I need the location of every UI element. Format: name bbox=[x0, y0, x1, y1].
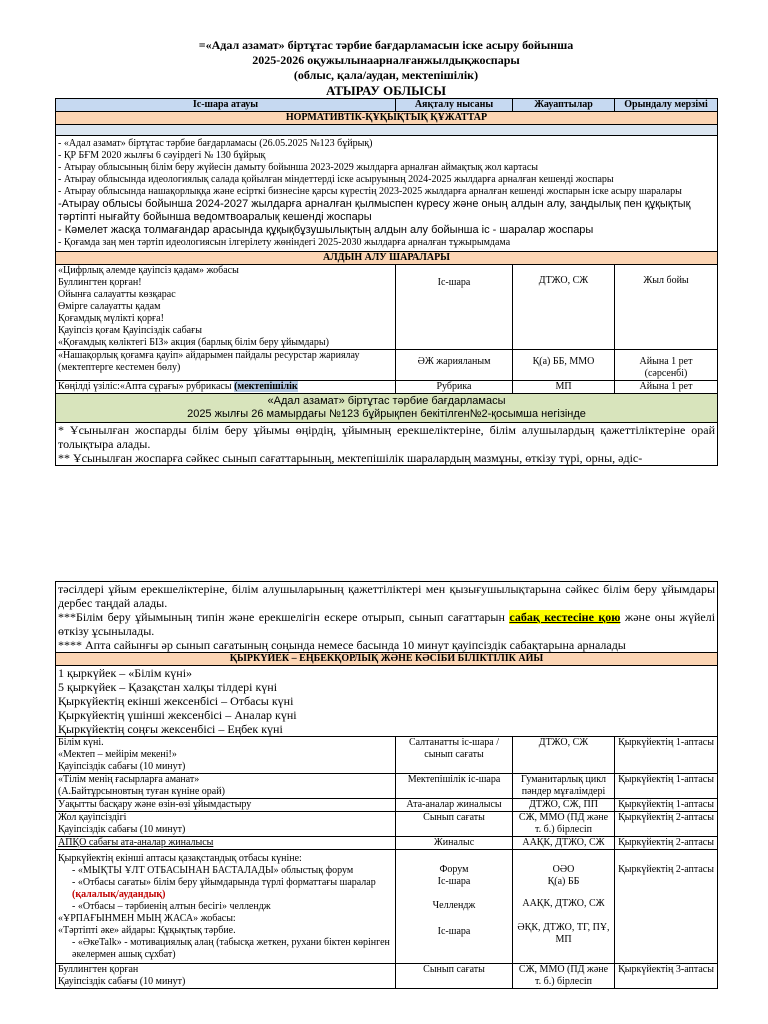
notes-block bbox=[56, 423, 718, 466]
prevention-item: «Нашақорлық қоғамға қауіп» айдарымен пайдалы ресурстар жариялау bbox=[58, 350, 360, 361]
table-row bbox=[56, 265, 718, 350]
event-title: Білім күні. bbox=[58, 737, 104, 748]
table-row bbox=[56, 799, 718, 812]
cell-form: Іс-шара bbox=[437, 876, 471, 887]
cell-responsible: ӘҚК, ДТЖО, ТГ, ПҰ, МП bbox=[517, 922, 610, 945]
prevention-item: Ойынға салауатты көзқарас bbox=[58, 289, 176, 300]
section-september: ҚЫРКҮЙЕК – ЕҢБЕКҚОРЛЫҚ ЖӘНЕ КӘСІБИ БІЛІКТІЛІК АЙЫ bbox=[56, 653, 718, 666]
event-title: Қыркүйектің екінші аптасы қазақстандық отбасы күніне: bbox=[58, 853, 302, 864]
highlighted-text: сабақ кестесіне қою bbox=[509, 610, 621, 624]
cell-form: Сынып сағаты bbox=[396, 964, 513, 989]
cell-term: Қыркүйектің 1-аптасы bbox=[615, 799, 718, 812]
prevention-item: Өмірге салауатты қадам bbox=[58, 301, 161, 312]
cell-term: Айына 1 рет bbox=[615, 381, 718, 394]
table-row bbox=[56, 774, 718, 799]
note-2: ** Ұсынылған жоспарға сәйкес сынып сағаттарының, мектепішілік шаралардың мазмұны, өткізу түрі, орны, әдіс- bbox=[58, 451, 643, 465]
event-title: «Мектеп – мейірім мекені!» bbox=[58, 749, 177, 760]
prevention-item: Қоғамдық мүлікті қорға! bbox=[58, 313, 164, 324]
note-1: * Ұсынылған жоспарды білім беру ұйымы өңірдің, ұйымның ерекшеліктеріне, білім алушылардың қажеттіліктеріне орай толықтыра алады. bbox=[58, 423, 715, 451]
doc-title-line2: 2025-2026 оқужылынаарналғанжылдықжоспары bbox=[252, 53, 520, 67]
list-item: - «МЫҚТЫ ҰЛТ ОТБАСЫНАН БАСТАЛАДЫ» облыстық форум bbox=[72, 865, 354, 876]
holiday-item: Қыркүйектің үшінші жексенбісі – Аналар күні bbox=[58, 708, 297, 722]
list-item-text: «МЫҚТЫ ҰЛТ ОТБАСЫНАН БАСТАЛАДЫ» облыстық форум bbox=[77, 865, 354, 876]
table-row bbox=[56, 837, 718, 850]
normative-item: - Атырау облысында идеологиялық салада қойылған міндеттерді іске асыруының 2024-2025 жылдарға арналған кешенді жоспары bbox=[58, 174, 614, 185]
cell-term: Қыркүйектің 1-аптасы bbox=[615, 774, 718, 799]
cell-responsible: ДТЖО, СЖ, ПП bbox=[513, 799, 615, 812]
document-page-1 bbox=[55, 38, 717, 466]
cell-term: Жыл бойы bbox=[615, 265, 718, 350]
prevention-item: «Қоғамдық көліктегі БІЗ» акция (барлық білім беру ұйымдары) bbox=[58, 337, 329, 348]
note-4: **** Апта сайынғы әр сынып сағатының соңында немесе басында 10 минут қауіпсіздік сабақтарына арналады bbox=[58, 638, 626, 652]
highlighted-red-text: (қалалық/аудандық) bbox=[72, 889, 166, 900]
cell-form: ӘЖ жарияланым bbox=[396, 350, 513, 381]
normative-item: - Атырау облысының білім беру жүйесін дамыту бойынша 2023-2029 жылдарға арналған аймақтық жол картасы bbox=[58, 162, 539, 173]
cell-term: Қыркүйектің 2-аптасы bbox=[615, 812, 718, 837]
normative-item: - ҚР БҒМ 2020 жылғы 6 сәуірдегі № 130 бұйрық bbox=[58, 150, 266, 161]
holiday-item: Қыркүйектің соңғы жексенбісі – Еңбек күні bbox=[58, 722, 283, 736]
col-header-responsible: Жауаптылар bbox=[513, 99, 615, 112]
cell-responsible: Қ(а) ББ bbox=[547, 876, 580, 887]
program-banner-line1: «Адал азамат» біртұтас тәрбие бағдарламасы bbox=[267, 395, 506, 407]
highlighted-text: (мектепішілік bbox=[234, 381, 298, 392]
cell-term: Қыркүйектің 2-аптасы bbox=[615, 850, 718, 964]
cell-responsible: СЖ, ММО (ПД және т. б.) бірлесіп bbox=[513, 812, 615, 837]
cell-responsible: ДТЖО, СЖ bbox=[513, 265, 615, 350]
event-title: «ҰРПАҒЫНМЕН МЫҢ ЖАСА» жобасы: bbox=[58, 913, 236, 924]
cell-responsible: Гуманитарлық цикл пәндер мұғалімдері bbox=[513, 774, 615, 799]
cell-term: Қыркүйектің 3-аптасы bbox=[615, 964, 718, 989]
event-title: Қауіпсіздік сабағы (10 минут) bbox=[58, 824, 186, 835]
list-item: - «Отбасы сағаты» білім беру ұйымдарында түрлі форматтағы шаралар (қалалық/аудандық) bbox=[72, 877, 376, 900]
table-row bbox=[56, 737, 718, 774]
cell-responsible: ДТЖО, СЖ bbox=[513, 737, 615, 774]
note-3 bbox=[58, 610, 715, 638]
cell-form: Мектепішілік іс-шара bbox=[396, 774, 513, 799]
cell-form: Рубрика bbox=[396, 381, 513, 394]
note-2-continued: тәсілдері ұйым ерекшеліктеріне, білім алушыларының қажеттіліктері мен қызығушылықтарына сәйкес білім беру ұйымдары дербес таңдай алады. bbox=[58, 582, 716, 610]
program-banner bbox=[56, 394, 718, 423]
notes-block-continued bbox=[56, 582, 718, 653]
col-header-form: Аяқталу нысаны bbox=[396, 99, 513, 112]
doc-title-line1: =«Адал азамат» біртұтас тәрбие бағдарламасын іске асыру бойынша bbox=[198, 38, 574, 52]
table-row bbox=[56, 350, 718, 381]
cell-responsible: ААҚК, ДТЖО, СЖ bbox=[513, 837, 615, 850]
event-title: Жол қауіпсіздігі bbox=[58, 812, 127, 823]
event-title: Қауіпсіздік сабағы (10 минут) bbox=[58, 761, 186, 772]
normative-list bbox=[56, 136, 718, 252]
table-row bbox=[56, 964, 718, 989]
prevention-item: (мектептерге кестемен бөлу) bbox=[58, 362, 181, 373]
september-days bbox=[56, 666, 718, 737]
holiday-item: 5 қыркүйек – Қазақстан халқы тілдері күні bbox=[58, 680, 278, 694]
cell-form: Сынып сағаты bbox=[396, 812, 513, 837]
cell-form: Іс-шара bbox=[396, 265, 513, 350]
cell-term-note: (сәрсенбі) bbox=[644, 368, 688, 379]
list-item-text: «ӘкеTalk» - мотивациялық алаң (табысқа жеткен, рухани біктен көрінген әкелермен ашық сұхбат) bbox=[72, 937, 390, 960]
normative-item: - Кәмелет жасқа толмағандар арасында құқықбұзушылықтың алдын алу бойынша іс - шаралар жоспары bbox=[58, 224, 594, 236]
normative-item: - Атырау облысында нашақорлыққа және есірткі бизнесіне қарсы күрестің 2023-2025 жылдарға арналған кешенді жоспарын іске асыру шаралары bbox=[58, 186, 682, 197]
plan-table-page1 bbox=[55, 98, 718, 466]
list-item: - «ӘкеTalk» - мотивациялық алаң (табысқа жеткен, рухани біктен көрінген әкелермен ашық сұхбат) bbox=[72, 937, 390, 960]
cell-responsible: МП bbox=[513, 381, 615, 394]
spacer-row bbox=[56, 125, 718, 136]
col-header-event: Іс-шара атауы bbox=[56, 99, 396, 112]
document-page-2 bbox=[55, 581, 717, 989]
cell-form: Ата-аналар жиналысы bbox=[396, 799, 513, 812]
table-row bbox=[56, 812, 718, 837]
program-banner-line2: 2025 жылғы 26 мамырдағы №123 бұйрықпен бекітілген№2-қосымша негізінде bbox=[187, 408, 586, 420]
table-row bbox=[56, 381, 718, 394]
doc-title-region: АТЫРАУ ОБЛЫСЫ bbox=[326, 83, 446, 98]
cell-form: Жиналыс bbox=[396, 837, 513, 850]
cell-responsible: Қ(а) ББ, ММО bbox=[513, 350, 615, 381]
normative-item: - Қоғамда заң мен тәртіп идеологиясын ілгерілету жөніндегі 2025-2030 жылдарға арналған тұжырымдама bbox=[58, 237, 511, 248]
section-prevention: АЛДЫН АЛУ ШАРАЛАРЫ bbox=[56, 252, 718, 265]
prevention-item: Буллингтен қорған! bbox=[58, 277, 142, 288]
cell-responsible: ОӘО bbox=[552, 864, 575, 875]
cell-term: Айына 1 рет bbox=[639, 356, 693, 367]
cell-form: Іс-шара bbox=[437, 926, 471, 937]
cell-responsible: СЖ, ММО (ПД және т. б.) бірлесіп bbox=[513, 964, 615, 989]
cell-form: Челлендж bbox=[432, 900, 476, 911]
cell-responsible: ААҚК, ДТЖО, СЖ bbox=[522, 898, 605, 909]
event-title: Буллингтен қорған bbox=[58, 964, 139, 975]
plan-table-page2 bbox=[55, 581, 718, 989]
event-title: Уақытты басқару және өзін-өзі ұйымдастыру bbox=[58, 799, 252, 810]
cell-form: Форум bbox=[439, 864, 469, 875]
list-item-text: «Отбасы сағаты» білім беру ұйымдарында түрлі форматтағы шаралар bbox=[77, 877, 376, 888]
doc-title-line3: (облыс, қала/аудан, мектепішілік) bbox=[293, 68, 479, 82]
holiday-item: Қыркүйектің екінші жексенбісі – Отбасы күні bbox=[58, 694, 294, 708]
list-item-text: «Отбасы – тәрбиенің алтын бесігі» челлендж bbox=[77, 901, 271, 912]
cell-term: Қыркүйектің 1-аптасы bbox=[615, 737, 718, 774]
table-row bbox=[56, 850, 718, 964]
prevention-item: Қауіпсіз қоғам Қауіпсіздік сабағы bbox=[58, 325, 202, 336]
col-header-term: Орындалу мерзімі bbox=[615, 99, 718, 112]
note-3-text: және оны жүйелі өткізу ұсынылады. bbox=[58, 610, 716, 638]
prevention-item: Көңілді үзіліс:«Апта сұрағы» рубрикасы bbox=[58, 381, 235, 392]
prevention-item: «Цифрлық әлемде қауіпсіз қадам» жобасы bbox=[58, 265, 239, 276]
event-title: (А.Байтұрсыновтың туған күніне орай) bbox=[58, 786, 225, 797]
table-header-row bbox=[56, 99, 718, 112]
section-normative: НОРМАТИВТІК-ҚҰҚЫҚТЫҚ ҚҰЖАТТАР bbox=[56, 112, 718, 125]
cell-form: Салтанатты іс-шара /сынып сағаты bbox=[396, 737, 513, 774]
list-item: - «Отбасы – тәрбиенің алтын бесігі» челлендж bbox=[72, 901, 271, 912]
event-title: «Тәртіпті әке» айдары: Құқықтық тәрбие. bbox=[58, 925, 236, 936]
holiday-item: 1 қыркүйек – «Білім күні» bbox=[58, 666, 193, 680]
note-3-text: ***Білім беру ұйымының типін және ерекшелігін ескере отырып, сынып сағаттарын bbox=[58, 610, 510, 624]
normative-item: -Атырау облысы бойынша 2024-2027 жылдарға арналған қылмыспен күресу және оның алдын алу, заңдылық пен құқықтық тәртіпті нығайту бойынша ведомтвоаралық кешенді жоспары bbox=[58, 198, 691, 223]
cell-term: Қыркүйектің 2-аптасы bbox=[615, 837, 718, 850]
normative-item: - «Адал азамат» біртұтас тәрбие бағдарламасы (26.05.2025 №123 бұйрық) bbox=[58, 138, 373, 149]
event-title: «Тілім менің ғасырларға аманат» bbox=[58, 774, 200, 785]
event-title: АПҚО сабағы ата-аналар жиналысы bbox=[58, 837, 214, 848]
event-title: Қауіпсіздік сабағы (10 минут) bbox=[58, 976, 186, 987]
